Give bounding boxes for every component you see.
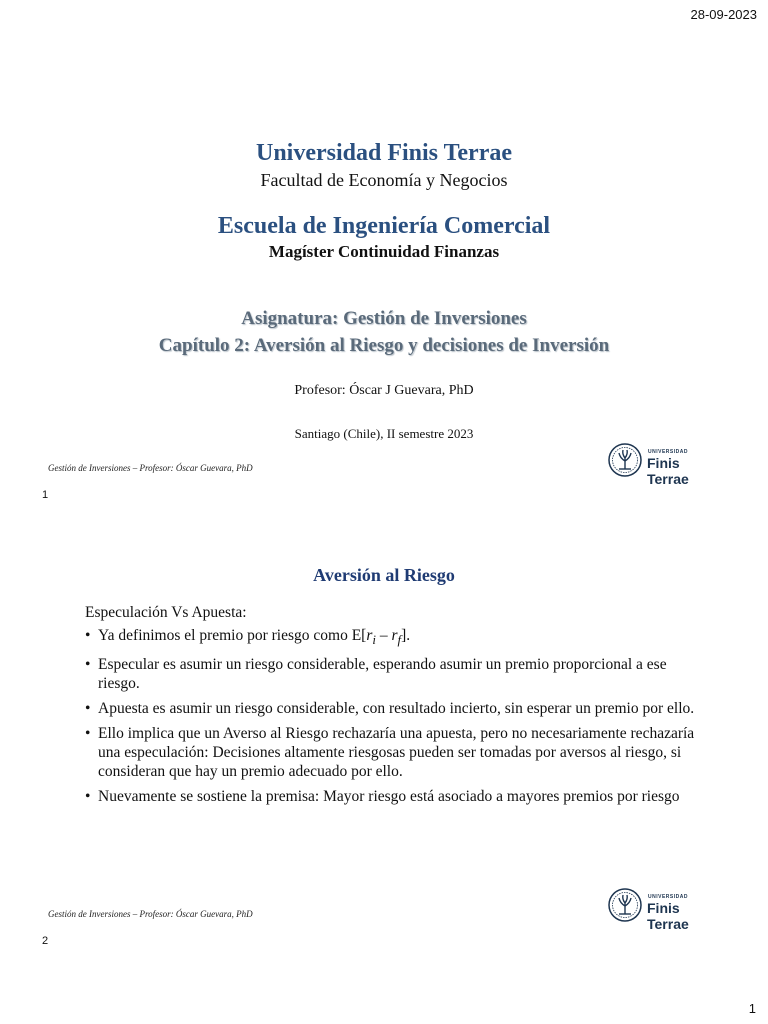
logo-small-text: UNIVERSIDAD — [648, 449, 688, 455]
logo-name-text: Finis Terrae — [647, 900, 689, 932]
slide-footer: Gestión de Inversiones – Profesor: Óscar Guevara, PhD — [48, 909, 253, 919]
page-number: 1 — [748, 1001, 756, 1016]
formula-sub-i: i — [372, 632, 376, 648]
chapter-title: Capítulo 2: Aversión al Riesgo y decisiones de Inversión — [158, 335, 610, 356]
bullet-list — [85, 626, 710, 806]
program-name: Magíster Continuidad Finanzas — [268, 242, 500, 261]
slide-footer: Gestión de Inversiones – Profesor: Óscar Guevara, PhD — [48, 463, 253, 473]
place-semester: Santiago (Chile), II semestre 2023 — [294, 426, 474, 441]
subject-title: Asignatura: Gestión de Inversiones — [241, 308, 527, 329]
logo-name-text: Finis Terrae — [647, 455, 689, 487]
bullet-glyph: • — [85, 725, 91, 743]
logo-small-text: UNIVERSIDAD — [648, 894, 688, 900]
slide-2 — [0, 555, 768, 950]
list-item — [85, 699, 710, 718]
list-item — [85, 724, 710, 781]
formula-prefix: Ya definimos el premio por riesgo como E[ — [98, 627, 367, 644]
print-date: 28-09-2023 — [690, 7, 757, 22]
list-item-text: Especular es asumir un riesgo considerable, esperando asumir un premio proporcional a ese riesgo. — [98, 656, 667, 693]
bullet-glyph: • — [85, 627, 91, 644]
seal-icon — [607, 440, 643, 480]
list-item-text: Apuesta es asumir un riesgo considerable, con resultado incierto, sin esperar un premio por ello. — [98, 700, 695, 718]
university-logo — [607, 440, 725, 487]
school-title: Escuela de Ingeniería Comercial — [217, 213, 551, 239]
slide-body — [85, 603, 710, 812]
seal-icon — [607, 885, 643, 925]
university-title: Universidad Finis Terrae — [255, 140, 513, 166]
list-item-text: Nuevamente se sostiene la premisa: Mayor riesgo está asociado a mayores premios por riesgo — [98, 788, 680, 806]
bullet-glyph: • — [85, 656, 91, 674]
bullet-glyph: • — [85, 700, 91, 718]
list-item-text: Ello implica que un Averso al Riesgo rechazaría una apuesta, pero no necesariamente rechazaría una especulación: Decisiones altamente riesgosas pueden ser tomadas por aversos al riesgo, si consideran que hay un premio adecuado por ello. — [98, 725, 695, 781]
intro-line: Especulación Vs Apuesta: — [85, 604, 247, 621]
slide-number: 2 — [42, 935, 49, 947]
formula-rf: r — [391, 627, 398, 644]
list-item — [85, 655, 710, 693]
professor-line: Profesor: Óscar J Guevara, PhD — [294, 383, 474, 398]
list-item — [85, 787, 710, 806]
formula-minus: – — [375, 627, 392, 644]
university-logo — [607, 885, 725, 932]
slide-1 — [0, 120, 768, 510]
formula-ri: r — [366, 627, 373, 644]
slide-number: 1 — [42, 489, 49, 501]
formula-suffix: ]. — [401, 627, 411, 644]
bullet-glyph: • — [85, 788, 91, 806]
faculty-name: Facultad de Economía y Negocios — [260, 170, 508, 190]
formula-sub-f: f — [397, 632, 402, 648]
slide-title: Aversión al Riesgo — [313, 565, 455, 585]
list-item — [85, 626, 710, 649]
